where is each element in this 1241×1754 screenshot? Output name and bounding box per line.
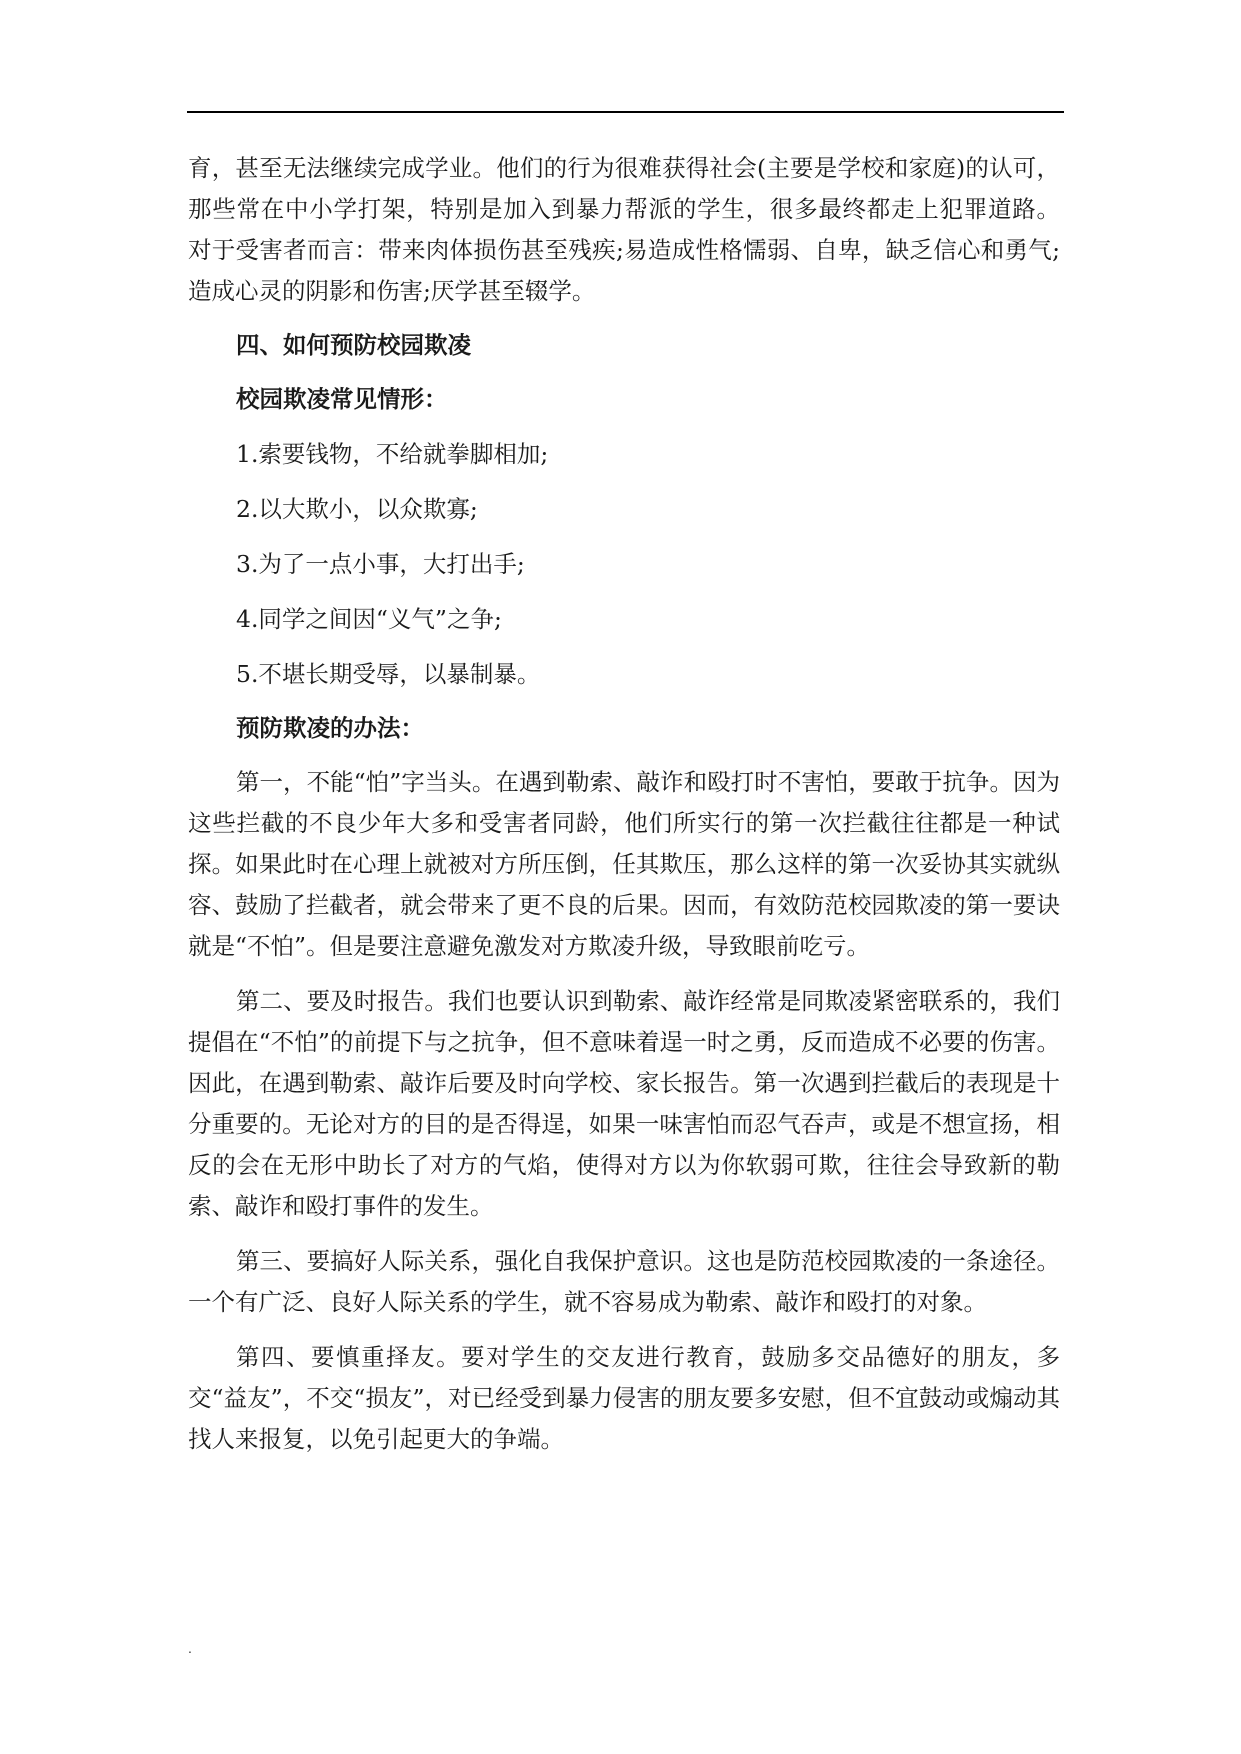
list-item: 5.不堪长期受辱，以暴制暴。 — [236, 660, 541, 688]
sub-heading-common-cases: 校园欺凌常见情形： — [236, 385, 448, 413]
paragraph-continuation: 育，甚至无法继续完成学业。他们的行为很难获得社会(主要是学校和家庭)的认可，那些常在中小学打架，特别是加入到暴力帮派的学生，很多最终都走上犯罪道路。 对于受害者而言：带来肉体损伤甚至残疾;易造成性格懦弱、自卑，缺乏信心和勇气;造成心灵的阴影和伤害;厌学甚至辍学。 — [188, 154, 1060, 305]
section-heading: 四、如何预防校园欺凌 — [236, 331, 471, 359]
method-paragraph: 第一，不能“怕”字当头。在遇到勒索、敲诈和殴打时不害怕，要敢于抗争。因为这些拦截的不良少年大多和受害者同龄，他们所实行的第一次拦截往往都是一种试探。如果此时在心理上就被对方所压倒，任其欺压，那么这样的第一次妥协其实就纵容、鼓励了拦截者，就会带来了更不良的后果。因而，有效防范校园欺凌的第一要诀就是“不怕”。但是要注意避免激发对方欺凌升级，导致眼前吃亏。 — [188, 768, 1060, 960]
footer-mark: . — [188, 1640, 192, 1656]
list-item: 4.同学之间因“义气”之争; — [236, 605, 502, 633]
method-paragraph: 第四、要慎重择友。要对学生的交友进行教育，鼓励多交品德好的朋友，多交“益友”，不交“损友”，对已经受到暴力侵害的朋友要多安慰，但不宜鼓动或煽动其找人来报复，以免引起更大的争端。 — [188, 1343, 1060, 1453]
list-item: 2.以大欺小，以众欺寡; — [236, 495, 478, 523]
header-rule — [187, 111, 1064, 113]
document-body — [188, 148, 1060, 1460]
list-item: 1.索要钱物，不给就拳脚相加; — [236, 440, 549, 468]
list-item: 3.为了一点小事，大打出手; — [236, 550, 525, 578]
sub-heading-prevention: 预防欺凌的办法： — [236, 714, 424, 742]
method-paragraph: 第二、要及时报告。我们也要认识到勒索、敲诈经常是同欺凌紧密联系的，我们提倡在“不怕”的前提下与之抗争，但不意味着逞一时之勇，反而造成不必要的伤害。因此，在遇到勒索、敲诈后要及时向学校、家长报告。第一次遇到拦截后的表现是十分重要的。无论对方的目的是否得逞，如果一味害怕而忍气吞声，或是不想宣扬，相反的会在无形中助长了对方的气焰，使得对方以为你软弱可欺，往往会导致新的勒索、敲诈和殴打事件的发生。 — [188, 987, 1060, 1220]
method-paragraph: 第三、要搞好人际关系，强化自我保护意识。这也是防范校园欺凌的一条途径。一个有广泛、良好人际关系的学生，就不容易成为勒索、敲诈和殴打的对象。 — [188, 1247, 1060, 1316]
